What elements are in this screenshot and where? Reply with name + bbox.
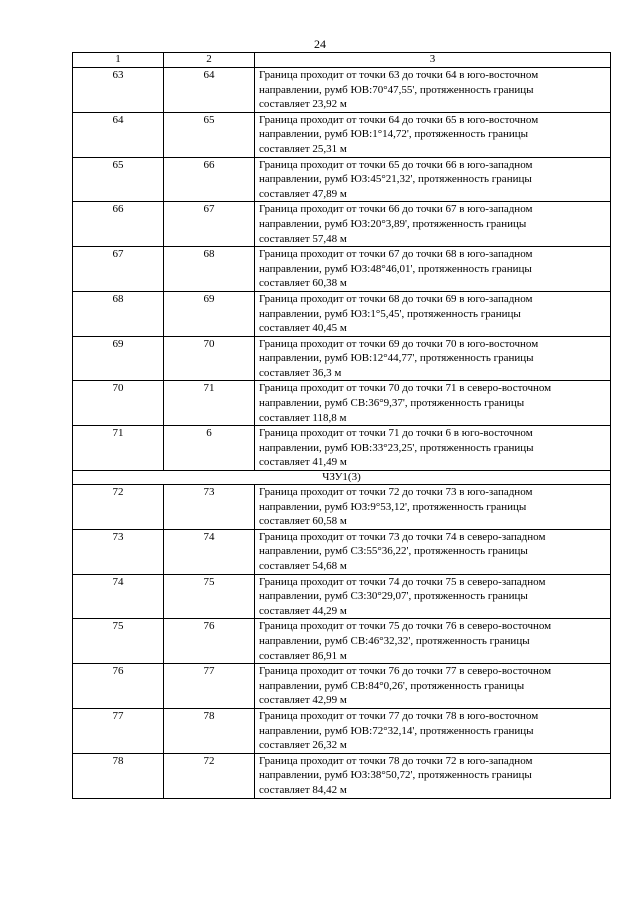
point-from-cell: 64 <box>73 112 164 157</box>
table-row <box>73 247 611 292</box>
table-row <box>73 574 611 619</box>
boundary-description-cell <box>255 291 611 336</box>
boundary-description-cell <box>255 202 611 247</box>
table-row <box>73 426 611 471</box>
point-to-cell: 65 <box>164 112 255 157</box>
description-line: составляет 40,45 м <box>259 322 347 335</box>
table-row <box>73 753 611 798</box>
description-line: Граница проходит от точки 69 до точки 70 в юго-восточном <box>259 337 539 350</box>
description-line: направлении, румб ЮЗ:38°50,72', протяженность границы <box>259 769 532 782</box>
point-to-cell: 67 <box>164 202 255 247</box>
description-line: Граница проходит от точки 78 до точки 72 в юго-западном <box>259 754 533 767</box>
description-line: составляет 42,99 м <box>259 694 347 707</box>
description-line: Граница проходит от точки 64 до точки 65 в юго-восточном <box>259 113 539 126</box>
point-from-cell: 73 <box>73 529 164 574</box>
point-from-cell: 78 <box>73 753 164 798</box>
description-line: направлении, румб СВ:46°32,32', протяженность границы <box>259 634 530 647</box>
table-row <box>73 664 611 709</box>
description-line: направлении, румб СВ:84°0,26', протяженность границы <box>259 679 525 692</box>
boundary-description-cell <box>255 381 611 426</box>
boundary-table <box>72 52 611 799</box>
point-to-cell: 69 <box>164 291 255 336</box>
point-from-cell: 77 <box>73 708 164 753</box>
description-line: составляет 25,31 м <box>259 142 347 155</box>
description-line: направлении, румб ЮЗ:9°53,12', протяженность границы <box>259 500 527 513</box>
boundary-description-cell <box>255 68 611 113</box>
boundary-description-cell <box>255 247 611 292</box>
table-row <box>73 708 611 753</box>
description-line: Граница проходит от точки 66 до точки 67 в юго-западном <box>259 203 533 216</box>
table-row <box>73 336 611 381</box>
table-row <box>73 202 611 247</box>
point-from-cell: 74 <box>73 574 164 619</box>
point-to-cell: 73 <box>164 485 255 530</box>
description-line: направлении, румб СВ:36°9,37', протяженность границы <box>259 397 525 410</box>
point-to-cell: 66 <box>164 157 255 202</box>
description-line: направлении, румб ЮВ:1°14,72', протяженность границы <box>259 128 529 141</box>
header-cell-1: 1 <box>73 53 164 68</box>
description-line: направлении, румб ЮЗ:48°46,01', протяженность границы <box>259 262 532 275</box>
point-from-cell: 72 <box>73 485 164 530</box>
header-cell-3: 3 <box>255 53 611 68</box>
description-line: Граница проходит от точки 67 до точки 68 в юго-западном <box>259 248 533 261</box>
description-line: составляет 86,91 м <box>259 649 347 662</box>
description-line: Граница проходит от точки 63 до точки 64 в юго-восточном <box>259 69 539 81</box>
description-line: Граница проходит от точки 73 до точки 74 в северо-западном <box>259 530 546 543</box>
point-to-cell: 75 <box>164 574 255 619</box>
boundary-description-cell <box>255 529 611 574</box>
boundary-description-cell <box>255 426 611 471</box>
point-from-cell: 63 <box>73 68 164 113</box>
description-line: составляет 26,32 м <box>259 739 347 752</box>
table-row <box>73 157 611 202</box>
description-line: Граница проходит от точки 74 до точки 75 в северо-западном <box>259 575 546 588</box>
description-line: составляет 54,68 м <box>259 560 347 572</box>
section-title: ЧЗУ1(3) <box>73 471 611 485</box>
section-row <box>73 471 611 485</box>
table-row <box>73 291 611 336</box>
description-line: направлении, румб СЗ:30°29,07', протяженность границы <box>259 590 528 603</box>
point-to-cell: 76 <box>164 619 255 664</box>
point-to-cell: 68 <box>164 247 255 292</box>
point-to-cell: 77 <box>164 664 255 709</box>
boundary-description-cell <box>255 336 611 381</box>
description-line: Граница проходит от точки 72 до точки 73 в юго-западном <box>259 486 533 499</box>
description-line: направлении, румб ЮЗ:1°5,45', протяженность границы <box>259 307 521 320</box>
boundary-description-cell <box>255 157 611 202</box>
table-body <box>73 53 611 799</box>
description-line: направлении, румб ЮЗ:45°21,32', протяженность границы <box>259 173 532 186</box>
table-row <box>73 68 611 113</box>
point-to-cell: 72 <box>164 753 255 798</box>
point-from-cell: 68 <box>73 291 164 336</box>
description-line: составляет 41,49 м <box>259 456 347 469</box>
description-line: составляет 36,3 м <box>259 366 342 379</box>
table-row <box>73 619 611 664</box>
point-to-cell: 64 <box>164 68 255 113</box>
boundary-description-cell <box>255 664 611 709</box>
boundary-description-cell <box>255 753 611 798</box>
description-line: составляет 44,29 м <box>259 604 347 617</box>
description-line: Граница проходит от точки 68 до точки 69 в юго-западном <box>259 292 533 305</box>
point-from-cell: 76 <box>73 664 164 709</box>
boundary-description-cell <box>255 708 611 753</box>
point-from-cell: 70 <box>73 381 164 426</box>
description-line: составляет 60,38 м <box>259 277 347 290</box>
point-to-cell: 70 <box>164 336 255 381</box>
description-line: Граница проходит от точки 71 до точки 6 в юго-восточном <box>259 427 533 440</box>
description-line: Граница проходит от точки 70 до точки 71 в северо-восточном <box>259 382 552 395</box>
table-row <box>73 529 611 574</box>
point-from-cell: 71 <box>73 426 164 471</box>
point-to-cell: 78 <box>164 708 255 753</box>
description-line: направлении, румб ЮВ:72°32,14', протяженность границы <box>259 724 534 737</box>
description-line: Граница проходит от точки 65 до точки 66 в юго-западном <box>259 158 533 171</box>
page-number: 24 <box>314 37 326 51</box>
description-line: составляет 47,89 м <box>259 187 347 200</box>
description-line: направлении, румб СЗ:55°36,22', протяженность границы <box>259 545 528 558</box>
point-from-cell: 67 <box>73 247 164 292</box>
boundary-description-cell <box>255 619 611 664</box>
description-line: направлении, румб ЮЗ:20°3,89', протяженность границы <box>259 217 527 230</box>
point-to-cell: 74 <box>164 529 255 574</box>
description-line: составляет 60,58 м <box>259 515 347 528</box>
description-line: составляет 23,92 м <box>259 98 347 111</box>
description-line: составляет 57,48 м <box>259 232 347 245</box>
point-from-cell: 75 <box>73 619 164 664</box>
description-line: Граница проходит от точки 76 до точки 77 в северо-восточном <box>259 665 552 678</box>
description-line: Граница проходит от точки 77 до точки 78 в юго-восточном <box>259 709 539 722</box>
boundary-description-cell <box>255 574 611 619</box>
point-from-cell: 69 <box>73 336 164 381</box>
table-row <box>73 485 611 530</box>
description-line: направлении, румб ЮВ:70°47,55', протяженность границы <box>259 83 534 96</box>
description-line: направлении, румб ЮВ:33°23,25', протяженность границы <box>259 441 534 454</box>
description-line: Граница проходит от точки 75 до точки 76 в северо-восточном <box>259 620 552 633</box>
table-row <box>73 112 611 157</box>
point-from-cell: 66 <box>73 202 164 247</box>
description-line: составляет 84,42 м <box>259 783 347 796</box>
boundary-description-cell <box>255 485 611 530</box>
point-from-cell: 65 <box>73 157 164 202</box>
table-header-row <box>73 53 611 68</box>
description-line: направлении, румб ЮВ:12°44,77', протяженность границы <box>259 352 534 365</box>
point-to-cell: 71 <box>164 381 255 426</box>
table-row <box>73 381 611 426</box>
boundary-description-cell <box>255 112 611 157</box>
point-to-cell: 6 <box>164 426 255 471</box>
header-cell-2: 2 <box>164 53 255 68</box>
description-line: составляет 118,8 м <box>259 411 347 424</box>
